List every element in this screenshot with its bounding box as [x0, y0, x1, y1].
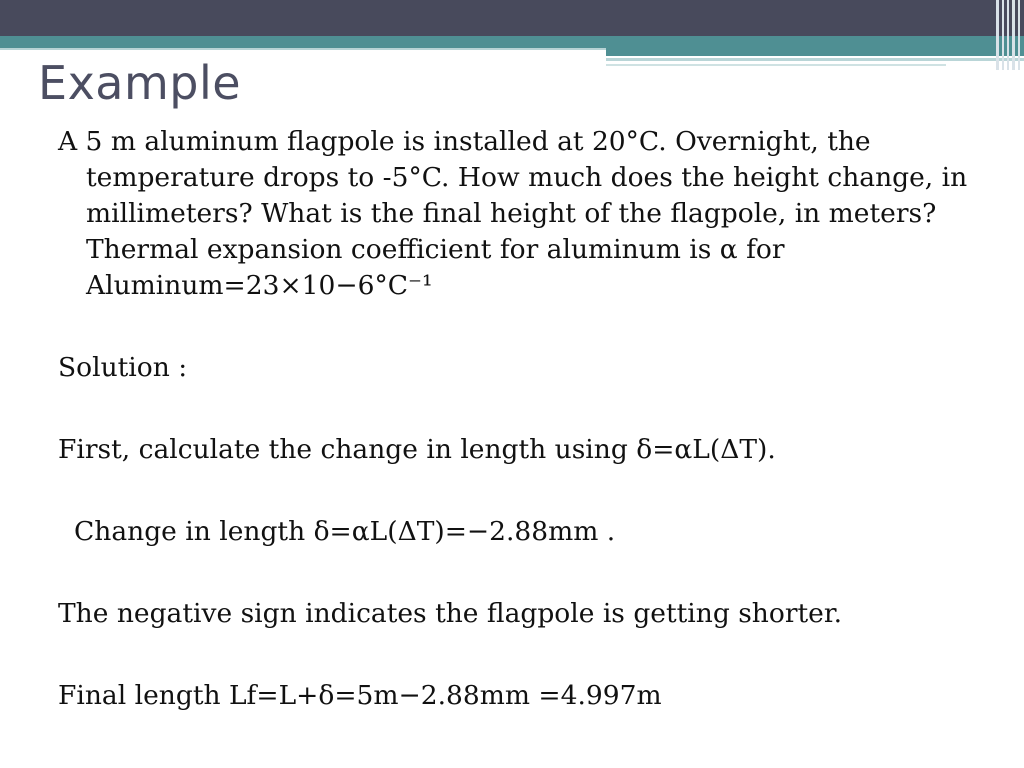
decorative-stripe	[1018, 0, 1020, 70]
decorative-stripe	[1012, 0, 1015, 70]
solution-step-3: The negative sign indicates the flagpole is getting shorter.	[58, 598, 843, 629]
header-accent-line	[606, 64, 946, 66]
decorative-stripe	[1002, 0, 1004, 70]
solution-step-4: Final length Lf=L+δ=5m−2.88mm =4.997m	[58, 680, 662, 711]
header-bar-teal	[0, 36, 1024, 48]
problem-statement: A 5 m aluminum flagpole is installed at 20°C. Overnight, the temperature drops to -5°C. How much does the height change, in millimeters? What is the final height of the flagpole, in meters? Thermal expansion coefficient for aluminum is α for Aluminum=23×10−6°C⁻¹	[58, 126, 968, 301]
decorative-stripe	[1007, 0, 1009, 70]
header-accent-bar	[606, 48, 1024, 56]
header-bar-dark	[0, 0, 1024, 36]
solution-step-2: Change in length δ=αL(ΔT)=−2.88mm .	[74, 516, 616, 547]
slide-body	[58, 124, 988, 714]
slide-title: Example	[38, 56, 242, 110]
decorative-stripe	[996, 0, 999, 70]
solution-label: Solution :	[58, 352, 188, 383]
header-accent-line	[606, 58, 1024, 61]
solution-step-1: First, calculate the change in length using δ=αL(ΔT).	[58, 434, 776, 465]
